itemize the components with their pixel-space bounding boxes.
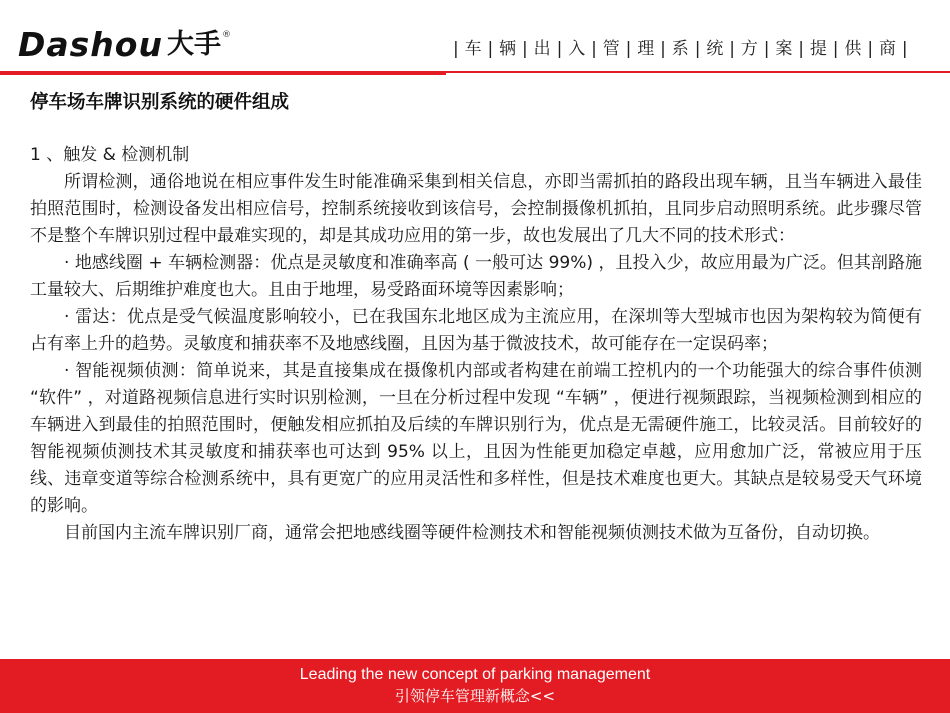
paragraph-radar: · 雷达：优点是受气候温度影响较小，已在我国东北地区成为主流应用，在深圳等大型城市也因为架构较为简便有占有率上升的趋势。灵敏度和捕获率不及地感线圈，且因为基于微波技术，故可能存在一定误码率； <box>30 307 922 354</box>
header-divider-thin <box>446 71 950 73</box>
paragraph-conclusion: 目前国内主流车牌识别厂商，通常会把地感线圈等硬件检测技术和智能视频侦测技术做为互备份，自动切换。 <box>64 523 880 543</box>
logo-latin-text: Dashou <box>18 25 163 64</box>
section-heading: 1 、触发 & 检测机制 <box>30 145 190 165</box>
logo-chinese-text: 大手 <box>166 29 221 60</box>
header-divider-thick <box>0 71 446 75</box>
page-title: 停车场车牌识别系统的硬件组成 <box>30 92 290 113</box>
content-body <box>30 142 922 547</box>
footer-slogan-chinese: 引领停车管理新概念<< <box>394 687 556 705</box>
footer-banner <box>0 659 950 713</box>
paragraph-video-detection: · 智能视频侦测：简单说来，其是直接集成在摄像机内部或者构建在前端工控机内的一个功能强大的综合事件侦测 “软件” ，对道路视频信息进行实时识别检测，一旦在分析过程中发现 “车辆” ，便进行视频跟踪，当视频检测到相应的车辆进入到最佳的拍照范围时，便触发相应抓拍及后续的车牌识别行为，优点是无需硬件施工，比较灵活。目前较好的智能视频侦测技术其灵敏度和捕获率也可达到 95% 以上，且因为性能更加稳定卓越，应用愈加广泛，常被应用于压线、违章变道等综合检测系统中，具有更宽广的应用灵活性和多样性，但是技术难度也更大。其缺点是较易受天气环境的影响。 <box>30 361 922 516</box>
header-tagline: |车|辆|出|入|管|理|系|统|方|案|提|供|商| <box>453 39 914 59</box>
paragraph-detection-intro: 所谓检测，通俗地说在相应事件发生时能准确采集到相关信息，亦即当需抓拍的路段出现车辆，且当车辆进入最佳拍照范围时，检测设备发出相应信号，控制系统接收到该信号，会控制摄像机抓拍，且同步启动照明系统。此步骤尽管不是整个车牌识别过程中最难实现的，却是其成功应用的第一步，故也发展出了几大不同的技术形式： <box>30 172 922 246</box>
paragraph-ground-loop: · 地感线圈 + 车辆检测器：优点是灵敏度和准确率高 ( 一般可达 99%) ，且投入少，故应用最为广泛。但其剖路施工量较大、后期维护难度也大。且由于地埋，易受路面环境等因素影响； <box>30 253 922 300</box>
dashou-logo <box>18 25 231 64</box>
footer-slogan-english: Leading the new concept of parking management <box>299 666 651 683</box>
registered-mark: ® <box>221 30 231 40</box>
header <box>0 0 950 80</box>
